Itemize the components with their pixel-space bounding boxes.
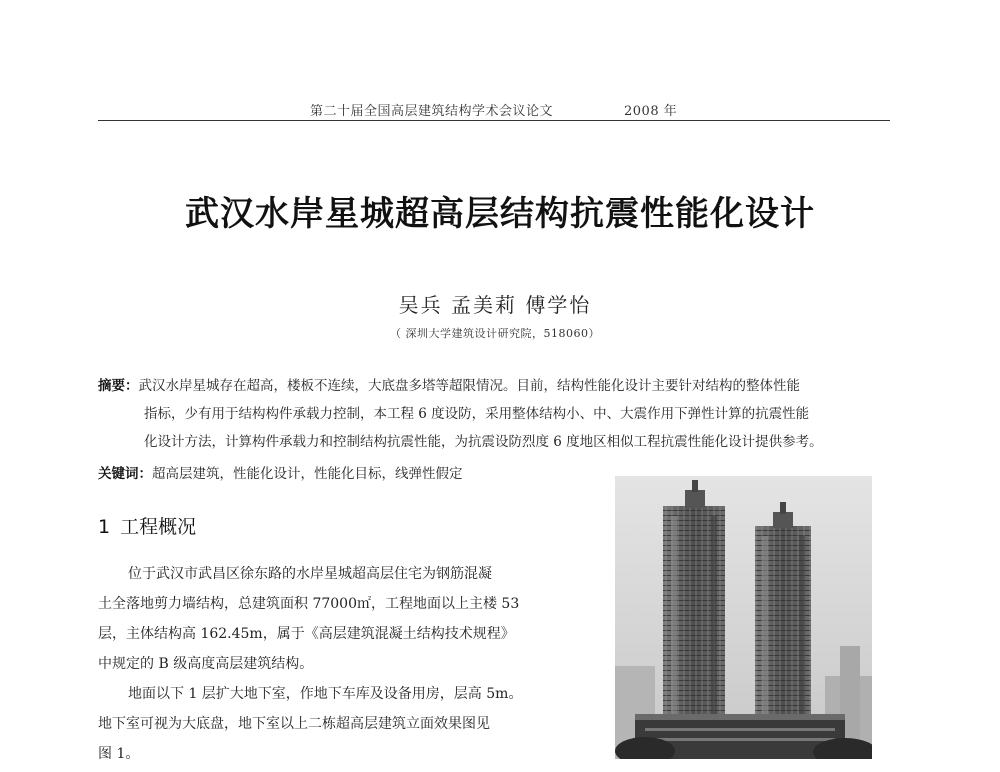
- body-line: 层，主体结构高 162.45m，属于《高层建筑混凝土结构技术规程》: [98, 626, 515, 642]
- right-tower: [755, 502, 811, 721]
- section-title: 工程概况: [120, 516, 197, 538]
- body-line: 位于武汉市武昌区徐东路的水岸星城超高层住宅为钢筋混凝: [128, 566, 492, 582]
- authors: 吴兵 孟美莉 傅学怡: [398, 293, 592, 317]
- section-body: [98, 562, 606, 772]
- section-heading: [98, 512, 196, 539]
- keywords-label: 关键词：: [98, 466, 152, 482]
- abstract-label: 摘要：: [98, 378, 139, 394]
- keywords: [98, 462, 463, 482]
- keywords-text: 超高层建筑，性能化设计，性能化目标，线弹性假定: [152, 466, 463, 482]
- body-line: 土全落地剪力墙结构，总建筑面积 77000㎡，工程地面以上主楼 53: [98, 596, 520, 612]
- conference-year: 2008 年: [624, 104, 678, 119]
- body-line: 图 1。: [98, 746, 140, 762]
- body-line: 地下室可视为大底盘，地下室以上二栋超高层建筑立面效果图见: [98, 716, 490, 732]
- building-rendering: [615, 476, 872, 759]
- abstract-line: [98, 376, 898, 404]
- affiliation: （ 深圳大学建筑设计研究院，518060）: [390, 327, 600, 340]
- body-line: 地面以下 1 层扩大地下室，作地下车库及设备用房，层高 5m。: [128, 686, 523, 702]
- section-number: 1: [98, 516, 111, 538]
- abstract-line: 指标，少有用于结构构件承载力控制，本工程 6 度设防，采用整体结构小、中、大震作用下弹性计算的抗震性能: [144, 406, 810, 422]
- paper-title: 武汉水岸星城超高层结构抗震性能化设计: [185, 194, 815, 234]
- building-rendering-figure: [615, 476, 872, 759]
- body-line: 中规定的 B 级高度高层建筑结构。: [98, 656, 314, 672]
- left-tower: [663, 480, 725, 721]
- running-header: [98, 96, 890, 121]
- abstract-line: 化设计方法，计算构件承载力和控制结构抗震性能，为抗震设防烈度 6 度地区相似工程抗震性能化设计提供参考。: [144, 434, 823, 450]
- abstract-text: 武汉水岸星城存在超高，楼板不连续，大底盘多塔等超限情况。目前，结构性能化设计主要针对结构的整体性能: [138, 378, 800, 394]
- abstract: [98, 376, 898, 460]
- conference-name: 第二十届全国高层建筑结构学术会议论文: [310, 104, 554, 119]
